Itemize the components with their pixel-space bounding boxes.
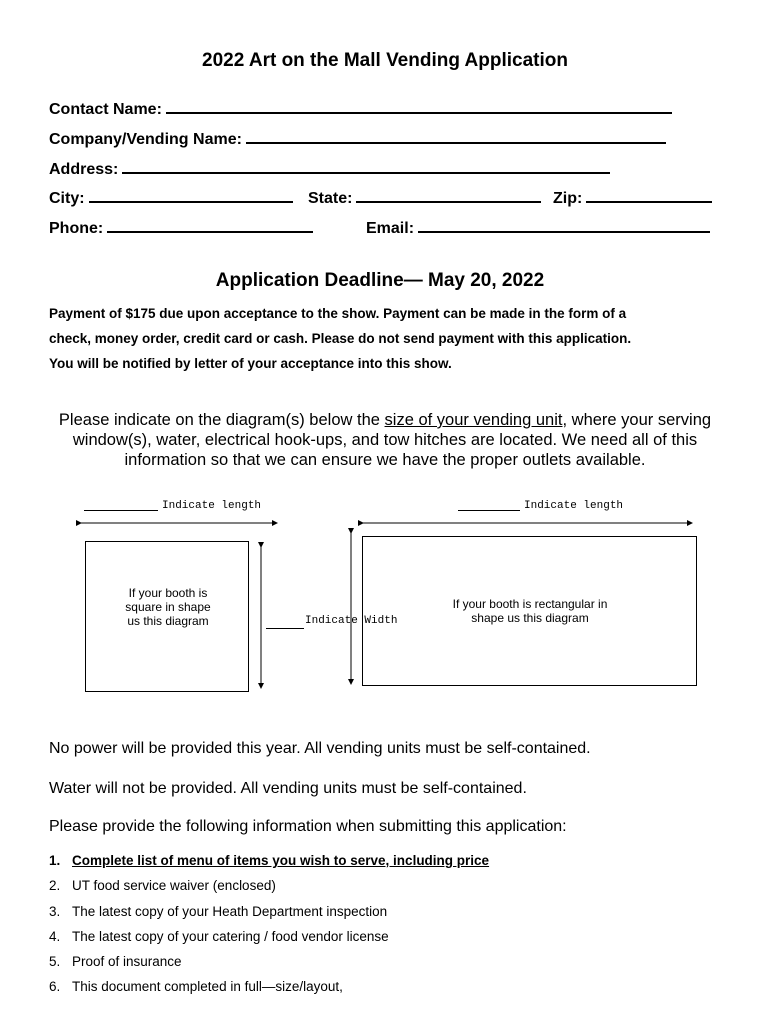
rectangular-booth-diagram[interactable] — [362, 536, 697, 686]
payment-line-1: Payment of $175 due upon acceptance to the show. Payment can be made in the form of a — [49, 306, 627, 321]
no-power-note: No power will be provided this year. All vending units must be self-contained. — [49, 740, 591, 757]
length-label-left: Indicate length — [162, 500, 262, 512]
requirement-item-6: 6. This document completed in full—size/layout, — [49, 979, 343, 994]
email-label: Email: — [366, 220, 415, 237]
length-label-right: Indicate length — [524, 500, 624, 512]
diagram-instructions: Please indicate on the diagram(s) below the size of your vending unit, where your serving window(s), water, electrical hook-ups, and tow hitches are located. We need all of this information so that we can ensure we have the proper outlets available. — [58, 411, 712, 469]
requirement-item-1: 1. Complete list of menu of items you wish to serve, including price — [49, 853, 490, 868]
state-label: State: — [308, 190, 353, 207]
requirement-item-5: 5. Proof of insurance — [49, 954, 182, 969]
rect-booth-text: If your booth is rectangular in shape us this diagram — [452, 597, 608, 625]
requirement-item-3: 3. The latest copy of your Heath Department inspection — [49, 904, 388, 919]
width-blank[interactable] — [266, 628, 304, 629]
submission-requirements-intro: Please provide the following information when submitting this application: — [49, 818, 567, 835]
zip-label: Zip: — [553, 190, 583, 207]
phone-label: Phone: — [49, 220, 104, 237]
document-title: 2022 Art on the Mall Vending Application — [202, 50, 568, 71]
requirement-item-2: 2. UT food service waiver (enclosed) — [49, 878, 276, 893]
vending-unit-size-emphasis: size of your vending unit — [384, 411, 563, 429]
square-booth-diagram[interactable] — [85, 541, 249, 692]
payment-line-3: You will be notified by letter of your acceptance into this show. — [49, 356, 452, 371]
contact-name-label: Contact Name: — [49, 101, 162, 118]
payment-line-2: check, money order, credit card or cash. Please do not send payment with this application. — [49, 331, 632, 346]
square-booth-text: If your booth is square in shape us this diagram — [125, 586, 211, 628]
city-label: City: — [49, 190, 85, 207]
application-deadline: Application Deadline— May 20, 2022 — [215, 270, 545, 291]
address-label: Address: — [49, 161, 119, 178]
width-label: Indicate Width — [305, 615, 398, 627]
company-name-label: Company/Vending Name: — [49, 131, 242, 148]
no-water-note: Water will not be provided. All vending units must be self-contained. — [49, 780, 527, 797]
requirement-item-4: 4. The latest copy of your catering / food vendor license — [49, 929, 389, 944]
